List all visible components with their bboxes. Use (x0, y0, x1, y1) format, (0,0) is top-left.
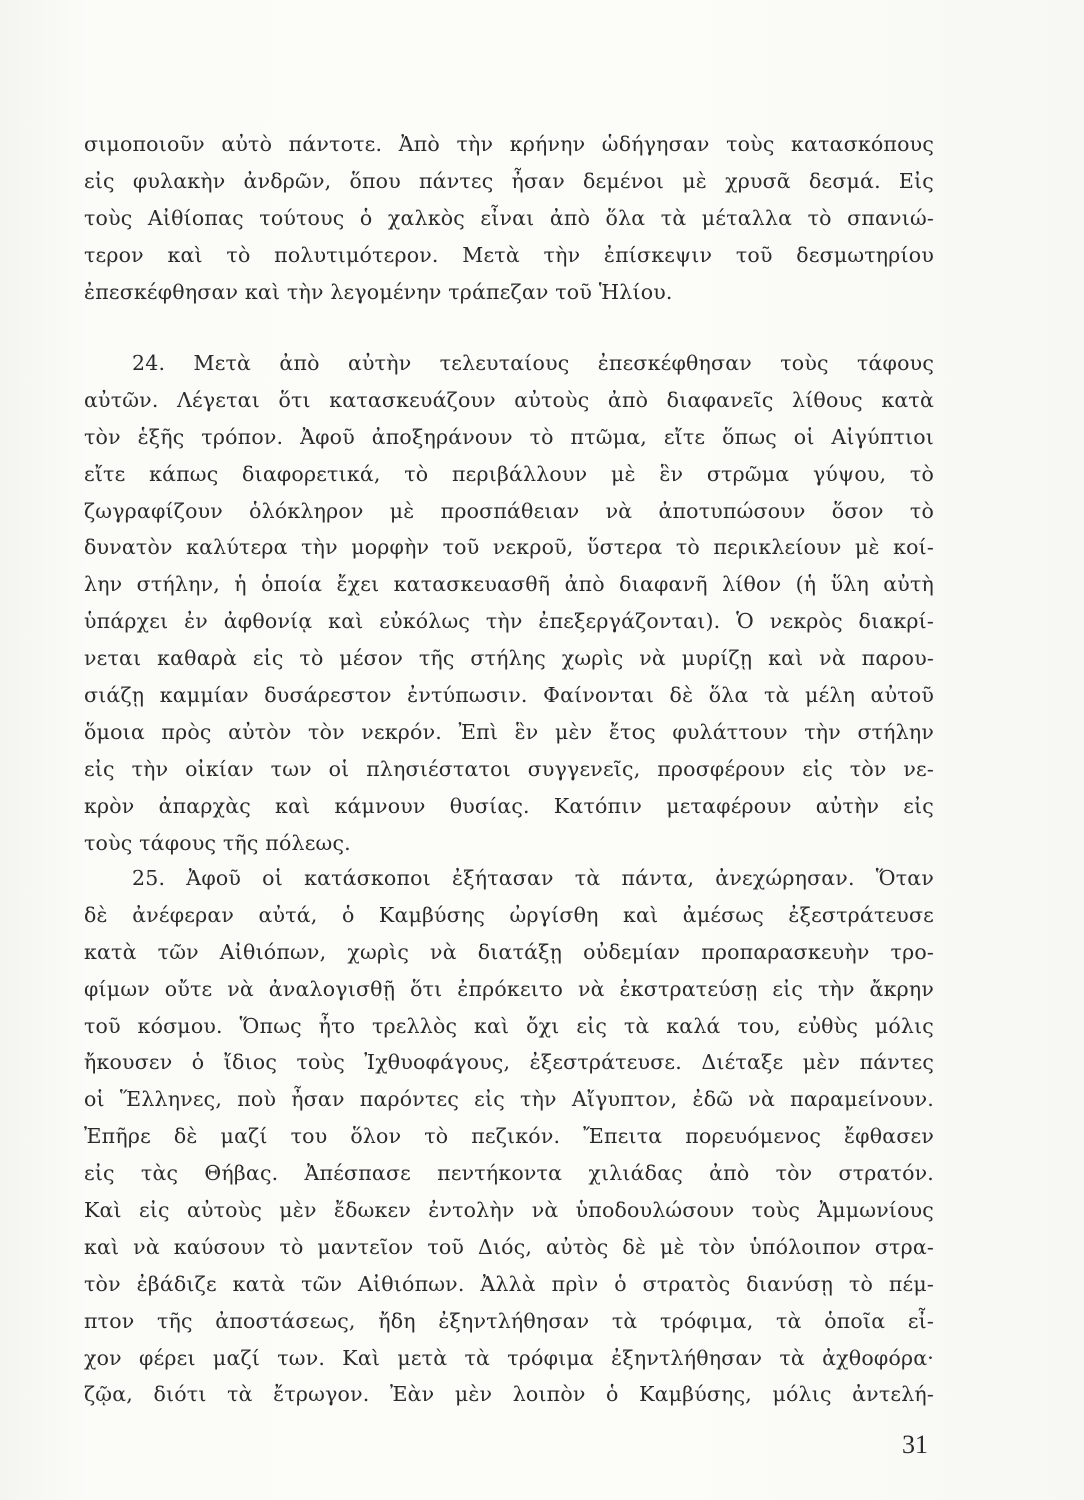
text-line: δὲ ἀνέφεραν αὐτά, ὁ Καμβύσης ὠργίσθη καὶ ἀμέσως ἐξεστράτευσε (84, 902, 934, 927)
text-line: ἐπεσκέφθησαν καὶ τὴν λεγομένην τράπεζαν τοῦ Ἡλίου. (84, 279, 673, 304)
text-line: ὅμοια πρὸς αὐτὸν τὸν νεκρόν. Ἐπὶ ἓν μὲν ἔτος φυλάττουν τὴν στήλην (84, 719, 934, 744)
text-line: εἴτε κάπως διαφορετικά, τὸ περιβάλλουν μὲ ἓν στρῶμα γύψου, τὸ (84, 461, 934, 486)
text-line: ἤκουσεν ὁ ἴδιος τοὺς Ἰχθυοφάγους, ἐξεστράτευσε. Διέταξε μὲν πάντες (84, 1050, 934, 1075)
text-line: ζωγραφίζουν ὁλόκληρον μὲ προσπάθειαν νὰ ἀποτυπώσουν ὅσον τὸ (84, 498, 934, 523)
paragraph-25 (84, 860, 934, 1413)
text-line: φίμων οὔτε νὰ ἀναλογισθῇ ὅτι ἐπρόκειτο νὰ ἐκστρατεύσῃ εἰς τὴν ἄκρην (84, 976, 934, 1001)
text-line: 25. Ἀφοῦ οἱ κατάσκοποι ἐξήτασαν τὰ πάντα, ἀνεχώρησαν. Ὅταν (132, 866, 934, 890)
text-line: αὐτῶν. Λέγεται ὅτι κατασκευάζουν αὐτοὺς ἀπὸ διαφανεῖς λίθους κατὰ (84, 387, 934, 412)
text-line: Καὶ εἰς αὐτοὺς μὲν ἔδωκεν ἐντολὴν νὰ ὑποδουλώσουν τοὺς Ἀμμωνίους (84, 1198, 934, 1223)
text-line: ζῷα, διότι τὰ ἔτρωγον. Ἐὰν μὲν λοιπὸν ὁ Καμβύσης, μόλις ἀντελή- (84, 1382, 934, 1407)
text-line: ὑπάρχει ἐν ἀφθονίᾳ καὶ εὐκόλως τὴν ἐπεξεργάζονται). Ὁ νεκρὸς διακρί- (84, 609, 934, 634)
text-line: δυνατὸν καλύτερα τὴν μορφὴν τοῦ νεκροῦ, ὕστερα τὸ περικλείουν μὲ κοί- (84, 535, 934, 560)
text-line: τοὺς Αἰθίοπας τούτους ὁ χαλκὸς εἶναι ἀπὸ ὅλα τὰ μέταλλα τὸ σπανιώ- (84, 205, 934, 230)
text-line: εἰς φυλακὴν ἀνδρῶν, ὅπου πάντες ἦσαν δεμένοι μὲ χρυσᾶ δεσμά. Εἰς (84, 168, 934, 193)
text-line: κατὰ τῶν Αἰθιόπων, χωρὶς νὰ διατάξῃ οὐδεμίαν προπαρασκευὴν τρο- (84, 939, 934, 964)
text-line: τοῦ κόσμου. Ὅπως ἦτο τρελλὸς καὶ ὄχι εἰς τὰ καλά του, εὐθὺς μόλις (84, 1013, 934, 1038)
text-line: νεται καθαρὰ εἰς τὸ μέσον τῆς στήλης χωρὶς νὰ μυρίζῃ καὶ νὰ παρου- (84, 646, 934, 671)
text-line: τερον καὶ τὸ πολυτιμότερον. Μετὰ τὴν ἐπίσκεψιν τοῦ δεσμωτηρίου (84, 242, 934, 267)
text-line: τὸν ἑξῆς τρόπον. Ἀφοῦ ἀποξηράνουν τὸ πτῶμα, εἴτε ὅπως οἱ Αἰγύπτιοι (84, 424, 934, 449)
text-line: χον φέρει μαζί των. Καὶ μετὰ τὰ τρόφιμα ἐξηντλήθησαν τὰ ἀχθοφόρα· (84, 1345, 934, 1370)
text-line: πτον τῆς ἀποστάσεως, ἤδη ἐξηντλήθησαν τὰ τρόφιμα, τὰ ὁποῖα εἶ- (84, 1308, 934, 1333)
text-line: εἰς τὰς Θήβας. Ἀπέσπασε πεντήκοντα χιλιάδας ἀπὸ τὸν στρατόν. (84, 1161, 934, 1186)
text-line: εἰς τὴν οἰκίαν των οἱ πλησιέστατοι συγγενεῖς, προσφέρουν εἰς τὸν νε- (84, 756, 934, 781)
text-line: τοὺς τάφους τῆς πόλεως. (84, 830, 351, 855)
paragraph-continuation (84, 126, 934, 310)
text-line: 24. Μετὰ ἀπὸ αὐτὴν τελευταίους ἐπεσκέφθησαν τοὺς τάφους (132, 351, 934, 375)
text-line: οἱ Ἕλληνες, ποὺ ἦσαν παρόντες εἰς τὴν Αἴγυπτον, ἐδῶ νὰ παραμείνουν. (84, 1087, 934, 1112)
text-line: λην στήλην, ἡ ὁποία ἔχει κατασκευασθῆ ἀπὸ διαφανῆ λίθον (ἡ ὕλη αὐτὴ (84, 572, 934, 597)
text-line: σιμοποιοῦν αὐτὸ πάντοτε. Ἀπὸ τὴν κρήνην ὡδήγησαν τοὺς κατασκόπους (84, 132, 934, 156)
text-line: καὶ νὰ καύσουν τὸ μαντεῖον τοῦ Διός, αὐτὸς δὲ μὲ τὸν ὑπόλοιπον στρα- (84, 1234, 934, 1259)
text-line: Ἐπῆρε δὲ μαζί του ὅλον τὸ πεζικόν. Ἔπειτα πορευόμενος ἔφθασεν (84, 1124, 934, 1149)
paragraph-24 (84, 345, 934, 861)
text-line: τὸν ἐβάδιζε κατὰ τῶν Αἰθιόπων. Ἀλλὰ πρὶν ὁ στρατὸς διανύσῃ τὸ πέμ- (84, 1271, 934, 1296)
page-number: 31 (902, 1430, 928, 1459)
text-line: σιάζῃ καμμίαν δυσάρεστον ἐντύπωσιν. Φαίνονται δὲ ὅλα τὰ μέλη αὐτοῦ (84, 683, 934, 708)
text-line: κρὸν ἀπαρχὰς καὶ κάμνουν θυσίας. Κατόπιν μεταφέρουν αὐτὴν εἰς (84, 793, 934, 818)
